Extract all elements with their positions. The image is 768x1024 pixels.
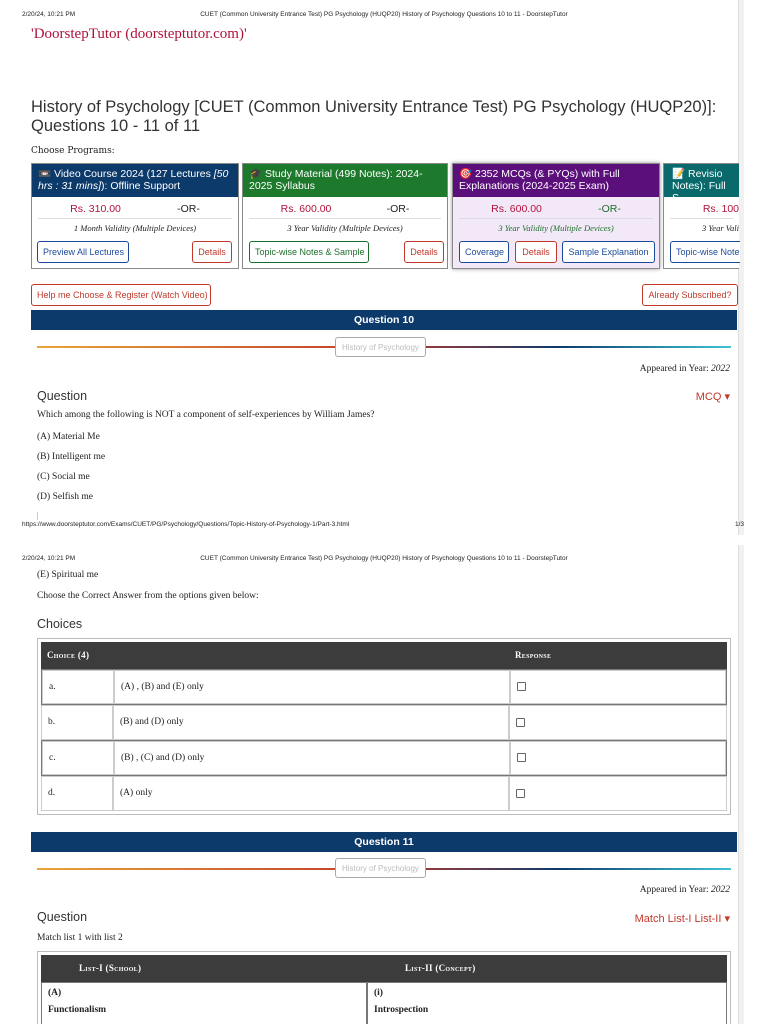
validity-label: 1 Month Validity (Multiple Devices) (73, 223, 197, 233)
response-cell (509, 776, 727, 812)
choice-text: (A) only (113, 776, 509, 812)
option-c: (C) Social me (37, 472, 90, 482)
choices-title: Choices (37, 617, 83, 631)
table-row (41, 776, 727, 812)
match-table (37, 951, 731, 1024)
validity-label: 3 Year Vali (701, 223, 739, 233)
choose-programs-label: Choose Programs: (31, 146, 115, 156)
video-icon: 📼 (38, 168, 54, 180)
program-header[interactable]: 🎓 Study Material (499 Notes): 2024-2025 Syllabus (243, 164, 447, 197)
choice-text: (B) , (C) and (D) only (114, 741, 510, 775)
question-stem: Which among the following is NOT a component of self-experiences by William James? (37, 410, 375, 420)
topic-notes-button[interactable]: Topic-wise Note (670, 241, 740, 263)
table-header (41, 955, 727, 982)
site-name[interactable]: 'DoorstepTutor (doorsteptutor.com)' (31, 26, 247, 42)
list-1-cell: (A) Functionalism (41, 982, 367, 1024)
response-checkbox[interactable] (516, 789, 525, 798)
program-price: Rs. 600.00 (491, 203, 542, 215)
option-d: (D) Selfish me (37, 492, 93, 502)
choice-letter: d. (41, 776, 113, 812)
table-row (41, 669, 727, 705)
print-url: https://www.doorsteptutor.com/Exams/CUET/PG/Psychology/Questions/Topic-History-of-Psychology-1/Part-3.html (22, 521, 350, 528)
or-label: -OR- (177, 203, 200, 215)
question-label: Question (37, 389, 88, 403)
details-button[interactable]: Details (404, 241, 444, 263)
appeared-year: Appeared in Year: 2022 (639, 364, 730, 374)
response-cell (510, 670, 726, 704)
or-label: -OR- (386, 203, 410, 215)
details-button[interactable]: Details (515, 241, 557, 263)
choice-letter: c. (42, 741, 114, 775)
response-header: Response (515, 650, 552, 660)
response-checkbox[interactable] (517, 682, 526, 691)
question-10-bar: Question 10 (31, 310, 737, 330)
question-type-dropdown[interactable]: MCQ ▾ (695, 391, 730, 403)
already-subscribed-button[interactable]: Already Subscribed? (642, 284, 738, 306)
print-header (0, 555, 768, 565)
print-title: CUET (Common University Entrance Test) PG Psychology (HUQP20) History of Psychology Questions 10 to 11 - DoorstepTutor (200, 555, 568, 562)
option-e: (E) Spiritual me (37, 570, 99, 580)
choices-table (37, 638, 731, 815)
print-date: 2/20/24, 10:21 PM (22, 11, 76, 18)
table-row (41, 705, 727, 741)
preview-lectures-button[interactable]: Preview All Lectures (37, 241, 129, 263)
response-cell (510, 741, 726, 775)
topic-notes-button[interactable]: Topic-wise Notes & Sample (249, 241, 369, 263)
print-footer (0, 521, 768, 531)
instruction-text: Choose the Correct Answer from the options given below: (37, 591, 259, 601)
option-b: (B) Intelligent me (37, 452, 106, 462)
question-label: Question (37, 910, 88, 924)
list-2-header: List-II (Concept) (405, 963, 476, 973)
graduation-icon: 🎓 (249, 168, 265, 180)
topic-tag[interactable]: History of Psychology (335, 337, 426, 357)
print-page-number: 1/3 (734, 521, 744, 528)
page-title: History of Psychology [CUET (Common University Entrance Test) PG Psychology (HUQP20)]: Questions 10 - 11 of 11 (31, 98, 717, 135)
question-stem: Match list 1 with list 2 (37, 933, 123, 943)
choice-text: (B) and (D) only (113, 705, 509, 741)
program-header[interactable]: 📝 Revisio Notes): Full S (664, 164, 739, 197)
document-icon: 📝 (672, 168, 688, 180)
table-row (41, 982, 727, 1024)
table-row (41, 740, 727, 776)
sample-explanation-button[interactable]: Sample Explanation (562, 241, 655, 263)
list-2-cell: (i) Introspection (367, 982, 727, 1024)
table-header (41, 642, 727, 669)
scrollbar-track (738, 0, 744, 1024)
print-date: 2/20/24, 10:21 PM (22, 555, 76, 562)
program-price: Rs. 600.00 (280, 203, 332, 215)
validity-label: 3 Year Validity (Multiple Devices) (498, 223, 614, 233)
option-a: (A) Material Me (37, 432, 100, 442)
topic-tag[interactable]: History of Psychology (335, 858, 426, 878)
or-label: -OR- (598, 203, 621, 215)
appeared-year: Appeared in Year: 2022 (639, 885, 730, 895)
target-icon: 🎯 (459, 168, 475, 180)
program-header[interactable]: 📼 Video Course 2024 (127 Lectures [50 hrs : 31 mins]): Offline Support (32, 164, 238, 197)
question-11-bar: Question 11 (31, 832, 737, 852)
print-title: CUET (Common University Entrance Test) PG Psychology (HUQP20) History of Psychology Questions 10 to 11 - DoorstepTutor (200, 11, 568, 18)
choice-letter: b. (41, 705, 113, 741)
coverage-button[interactable]: Coverage (459, 241, 509, 263)
choice-letter: a. (42, 670, 114, 704)
program-price: Rs. 100 (702, 203, 739, 215)
print-header (0, 11, 768, 21)
response-checkbox[interactable] (516, 718, 525, 727)
details-button[interactable]: Details (192, 241, 232, 263)
list-1-header: List-I (School) (79, 963, 142, 973)
question-type-dropdown[interactable]: Match List-I List-II ▾ (634, 913, 730, 925)
program-header[interactable]: 🎯 2352 MCQs (& PYQs) with Full Explanations (2024-2025 Exam) (453, 164, 659, 197)
response-checkbox[interactable] (517, 753, 526, 762)
help-register-button[interactable]: Help me Choose & Register (Watch Video) (31, 284, 211, 306)
program-price: Rs. 310.00 (70, 203, 121, 215)
choice-header: Choice (4) (47, 650, 90, 660)
choice-text: (A) , (B) and (E) only (114, 670, 510, 704)
response-cell (509, 705, 727, 741)
validity-label: 3 Year Validity (Multiple Devices) (287, 223, 403, 233)
